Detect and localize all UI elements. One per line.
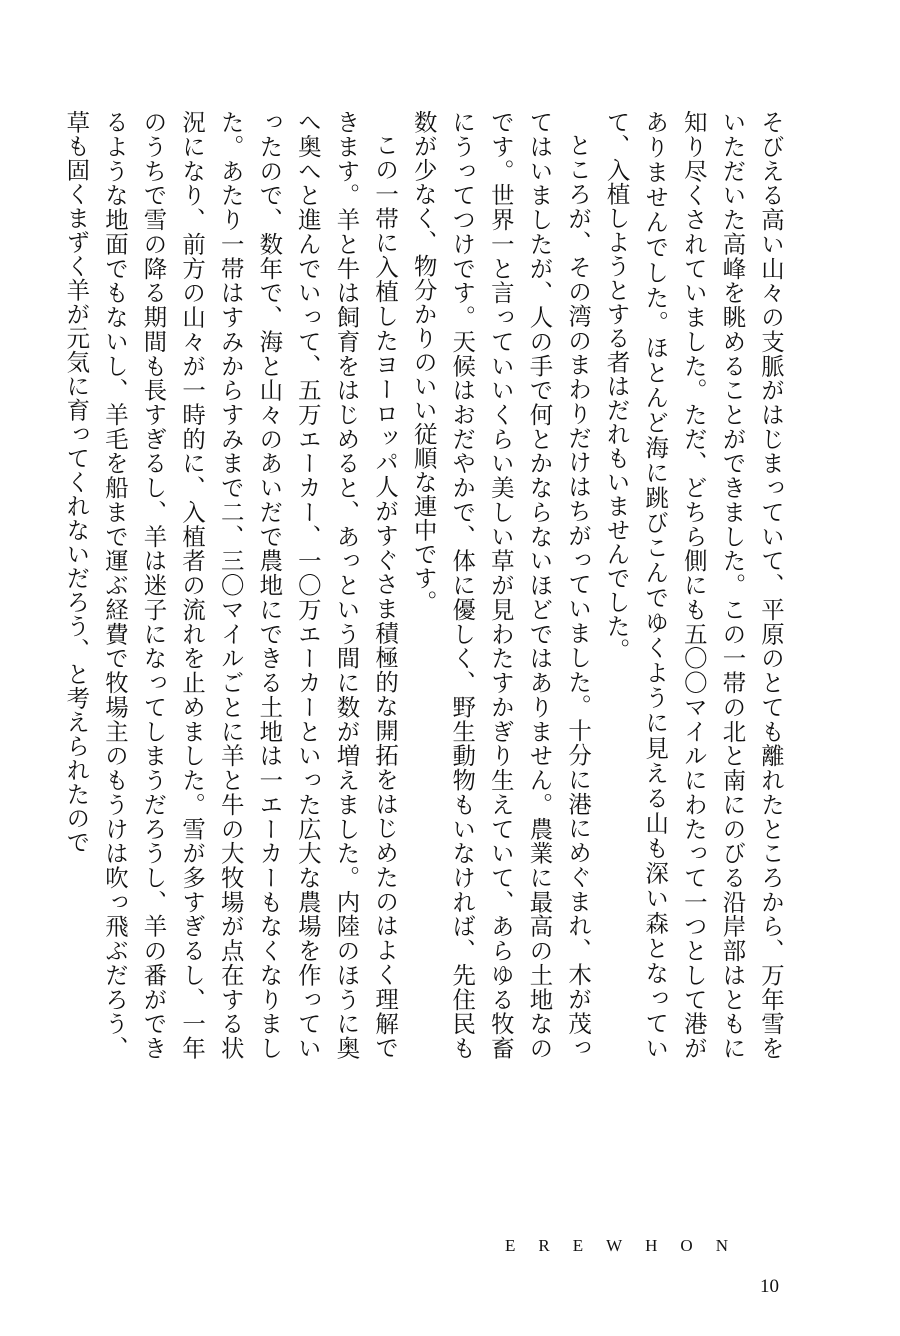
paragraph-3: この一帯に入植したヨーロッパ人がすぐさま積極的な開拓をはじめたのはよく理解できます。羊と牛は飼育をはじめると、あっという間に数が増えました。内陸のほうに奥へ奥へと進んでいって、五万エーカー、一〇万エーカーといった広大な農場を作っていったので、数年で、海と山々のあいだで農地にできる土地は一エーカーもなくなりました。あたり一帯はすみからすみまで二、三〇マイルごとに羊と牛の大牧場が点在する状況になり、前方の山々が一時的に、入植者の流れを止めました。雪が多すぎるし、一年のうちで雪の降る期間も長すぎるし、羊は迷子になってしまうだろうし、羊の番ができるような地面でもないし、羊毛を船まで運ぶ経費で牧場主のもうけは吹っ飛ぶだろう、草も固くまずく羊が元気に育ってくれないだろう、と考えられたので <box>62 110 400 1060</box>
paragraph-1: そびえる高い山々の支脈がはじまっていて、平原のとても離れたところから、万年雪をいただいた高峰を眺めることができました。この一帯の北と南にのびる沿岸部はともに知り尽くされていました。ただ、どちら側にも五〇〇マイルにわたって一つとして港がありませんでした。ほとんど海に跳びこんでゆくように見える山も深い森となっていて、入植しようとする者はだれもいませんでした。 <box>602 110 785 1060</box>
paragraph-2: ところが、その湾のまわりだけはちがっていました。十分に港にめぐまれ、木が茂ってはいましたが、人の手で何とかならないほどではありません。農業に最高の土地なのです。世界一と言っていいくらい美しい草が見わたすかぎり生えていて、あらゆる牧畜にうってつけです。天候はおだやかで、体に優しく、野生動物もいなければ、先住民も数が少なく、物分かりのいい従順な連中です。 <box>409 110 593 1060</box>
body-text <box>62 110 790 1060</box>
running-head: EREWHON <box>505 1236 751 1255</box>
page-number: 10 <box>760 1276 779 1297</box>
